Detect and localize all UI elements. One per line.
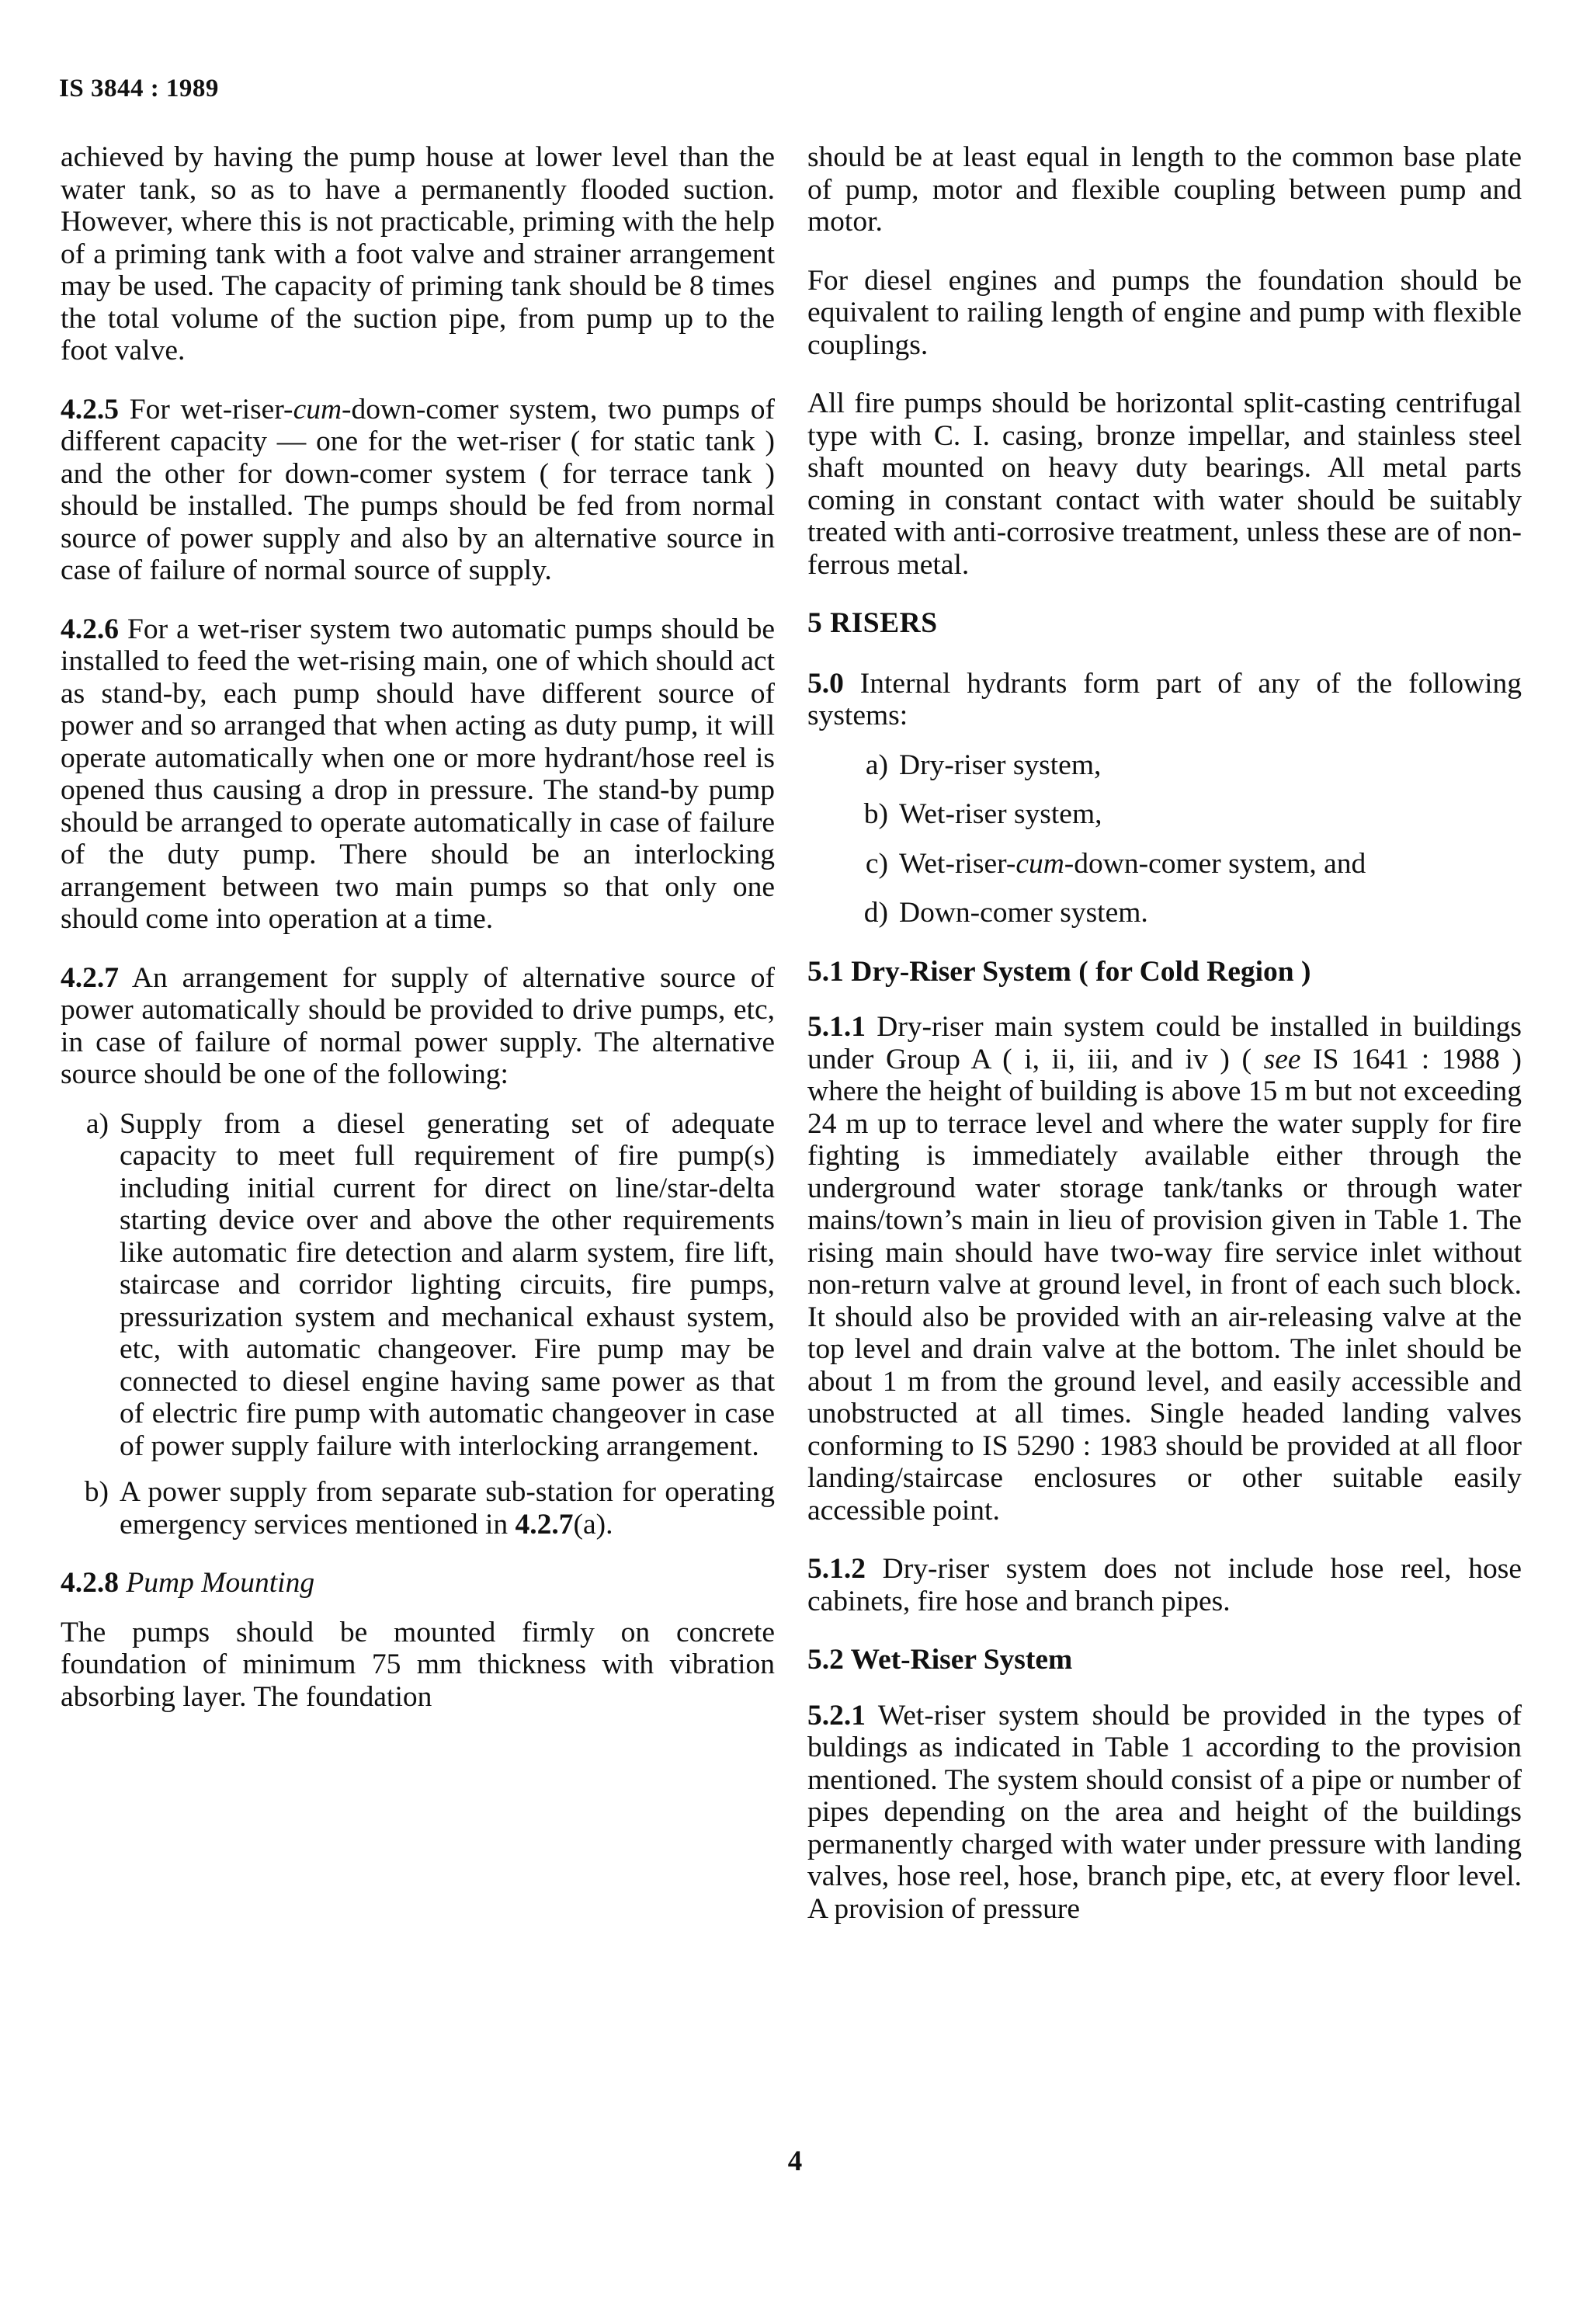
list-item <box>807 848 1522 881</box>
list-text: Down-comer system. <box>899 897 1148 929</box>
list-item <box>61 1476 775 1541</box>
list-text <box>899 848 1522 881</box>
list-label: b) <box>863 798 888 830</box>
intro-paragraph: achieved by having the pump house at lower level than the water tank, so as to have a permanently flooded suction. However, where this is not practicable, priming with the help of a priming tank with a foot valve and strainer arrangement may be used. The capacity of priming tank should be 8 times the total volume of the suction pipe, from pump up to the foot valve. <box>61 141 775 366</box>
clause-number: 5.1.2 <box>807 1553 866 1585</box>
italic-cum: cum <box>293 393 342 426</box>
standard-id: IS 3844 : 1989 <box>59 75 219 102</box>
heading-wet-riser: 5.2 Wet-Riser System <box>807 1644 1073 1676</box>
clause-5-0 <box>807 668 1522 732</box>
foundation-paragraph: should be at least equal in length to the common base plate of pump, motor and flexible coupling between pump and motor. <box>807 141 1522 238</box>
clause-text: For a wet-riser system two automatic pumps should be installed to feed the wet-rising main, one of which should act as stand-by, each pump should have different source of power and so arranged that when acting as duty pump, it will operate automatically when one or more hydrant/hose reel is opened thus causing a drop in pressure. The stand-by pump should be arranged to operate automatically in case of failure of the duty pump. There should be an interlocking arrangement between two main pumps so that only one should come into operation at a time. <box>61 613 775 935</box>
clause-text: An arrangement for supply of alternative source of power automatically should be provided to drive pumps, etc, in case of failure of normal power supply. The alternative source should be one of the following: <box>61 961 775 1090</box>
list-text-part: -down-comer system, and <box>1064 847 1366 880</box>
power-source-list <box>61 1108 775 1541</box>
clause-4-2-7 <box>61 962 775 1091</box>
clause-4-2-6 <box>61 613 775 936</box>
clause-5-2-1 <box>807 1700 1522 1926</box>
fire-pumps-paragraph: All fire pumps should be horizontal split-casting centrifugal type with C. I. casing, bronze impellar, and stainless steel shaft mounted on heavy duty bearings. All metal parts coming in constant contact with water should be suitably treated with anti-corrosive treatment, unless these are of non-ferrous metal. <box>807 387 1522 581</box>
right-column <box>807 141 1522 1951</box>
clause-number: 5.0 <box>807 667 844 700</box>
list-label: b) <box>84 1476 109 1508</box>
list-item <box>807 798 1522 831</box>
list-text: Supply from a diesel generating set of adequate capacity to meet full requirement of fire pump(s) including initial current for direct on line/star-delta starting device over and above the other requirements like automatic fire detection and alarm system, fire lift, staircase and corridor lighting circuits, fire pumps, pressurization system and mechanical exhaust system, etc, with automatic changeover. Fire pump may be connected to diesel engine having same power as that of electric fire pump with automatic changeover in case of power supply failure with interlocking arrangement. <box>120 1107 775 1462</box>
clause-number: 4.2.5 <box>61 393 119 426</box>
section-heading-risers: 5 RISERS <box>807 607 938 639</box>
clause-4-2-5 <box>61 394 775 587</box>
italic-see: see <box>1263 1043 1301 1075</box>
list-item <box>61 1108 775 1463</box>
clause-text: Dry-riser main system could be installed in buildings under Group A ( i, ii, iii, and iv ) ( <box>807 1011 1522 1075</box>
clause-text: -down-comer system, two pumps of different capacity — one for the wet-riser ( for static tank ) and the other for down-comer system ( for terrace tank ) should be installed. The pumps should be fed from normal source of power supply and also by an alternative source in case of failure of normal source of supply. <box>61 393 775 586</box>
list-label: a) <box>865 749 888 781</box>
clause-text: For wet-riser- <box>119 393 293 426</box>
clause-text: Internal hydrants form part of any of the following systems: <box>807 667 1522 731</box>
list-text: Wet-riser system, <box>899 798 1102 830</box>
clause-text: Dry-riser system does not include hose reel, hose cabinets, fire hose and branch pipes. <box>807 1553 1522 1617</box>
list-text-part: A power supply from separate sub-station for operating emergency services mentioned in <box>120 1476 775 1541</box>
list-text-part: Wet-riser- <box>899 847 1016 880</box>
list-item <box>807 749 1522 782</box>
clause-5-1-1 <box>807 1011 1522 1527</box>
left-column <box>61 141 775 1739</box>
list-text-part: (a). <box>573 1508 613 1541</box>
list-item <box>807 897 1522 929</box>
heading-dry-riser: 5.1 Dry-Riser System ( for Cold Region ) <box>807 955 1311 988</box>
clause-number: 4.2.6 <box>61 613 119 645</box>
italic-cum: cum <box>1015 847 1064 880</box>
clause-reference: 4.2.7 <box>515 1508 574 1541</box>
clause-number: 5.1.1 <box>807 1011 866 1043</box>
clause-title: Pump Mounting <box>126 1567 315 1599</box>
clause-text: Wet-riser system should be provided in the types of buldings as indicated in Table 1 according to the provision mentioned. The system should consist of a pipe or number of pipes depending on the area and height of the buildings permanently charged with water under pressure with landing valves, hose reel, hose, branch pipe, etc, at every floor level. A provision of pressure <box>807 1699 1522 1925</box>
diesel-paragraph: For diesel engines and pumps the foundation should be equivalent to railing length of engine and pump with flexible couplings. <box>807 264 1522 361</box>
clause-number: 5.2.1 <box>807 1699 866 1732</box>
page-number: 4 <box>787 2145 803 2177</box>
list-label: a) <box>85 1107 109 1140</box>
clause-4-2-8-text: The pumps should be mounted firmly on concrete foundation of minimum 75 mm thickness with vibration absorbing layer. The foundation <box>61 1616 775 1713</box>
clause-4-2-8-heading <box>61 1567 775 1600</box>
clause-text: IS 1641 : 1988 ) where the height of building is above 15 m but not exceeding 24 m up to terrace level and where the water supply for fire fighting is immediately available either through the underground water storage tank/tanks or through water mains/town’s main in lieu of provision given in Table 1. The rising main should have two-way fire service inlet without non-return valve at ground level, in front of each such block. It should also be provided with an air-releasing valve at the top level and drain valve at the bottom. The inlet should be about 1 m from the ground level, and easily accessible and unobstructed at all times. Single headed landing valves conforming to IS 5290 : 1983 should be provided at all floor landing/staircase enclosures or other suitable easily accessible point. <box>807 1043 1522 1527</box>
clause-number: 4.2.8 <box>61 1567 119 1599</box>
riser-systems-list <box>807 749 1522 929</box>
clause-5-1-2 <box>807 1553 1522 1617</box>
list-text <box>120 1476 775 1541</box>
list-label: d) <box>863 897 888 929</box>
list-label: c) <box>865 847 888 880</box>
clause-number: 4.2.7 <box>61 961 119 994</box>
list-text: Dry-riser system, <box>899 749 1102 781</box>
